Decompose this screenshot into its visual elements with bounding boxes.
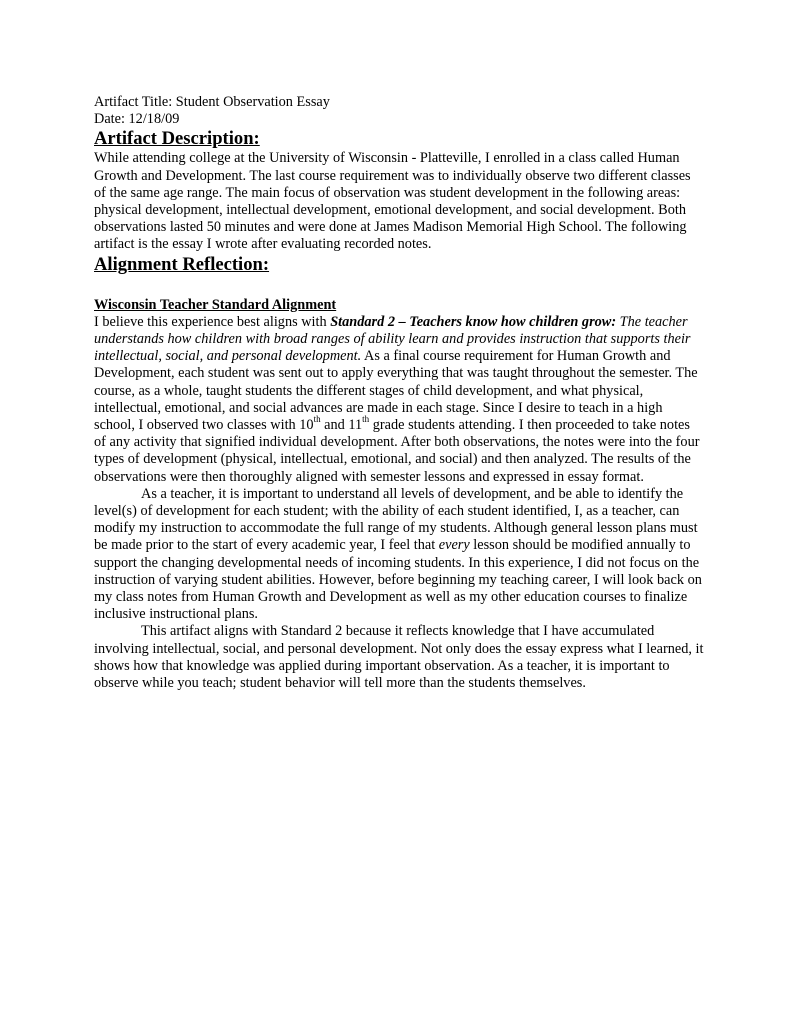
document-page bbox=[94, 94, 704, 692]
alignment-reflection-heading: Alignment Reflection: bbox=[94, 253, 270, 275]
artifact-title: Artifact Title: Student Observation Essay bbox=[94, 94, 330, 110]
paragraph-lead-text: I believe this experience best aligns with bbox=[94, 313, 331, 330]
paragraph-body-text: lesson should be modified annually to support the changing developmental needs of incoming students. In this experience, I did not focus on the instruction of varying student abilities. However, before beginning my teaching career, I will look back on my class notes from Human Growth and Development as well as my other education courses to finalize inclusive instructional plans. bbox=[94, 537, 702, 623]
artifact-description-heading: Artifact Description: bbox=[94, 128, 260, 150]
ordinal-suffix: th bbox=[313, 414, 321, 425]
emphasized-word: every bbox=[438, 537, 470, 554]
standard-name: Standard 2 – Teachers know how children grow: bbox=[330, 313, 617, 330]
paragraph-body-text: As a teacher, it is important to understand all levels of development, and be able to identify the level(s) of development for each student; with the ability of each student identified, I, as a teacher, can modify my instruction to accommodate the full range of my students. Although general lesson plans must be made prior to the start of every academic year, I feel that bbox=[94, 485, 698, 554]
alignment-paragraph-2 bbox=[94, 486, 704, 624]
artifact-date: Date: 12/18/09 bbox=[94, 111, 180, 128]
ordinal-suffix: th bbox=[362, 414, 370, 425]
artifact-description-paragraph: While attending college at the University of Wisconsin - Platteville, I enrolled in a class called Human Growth and Development. The last course requirement was to individually observe two different classes of the same age range. The main focus of observation was student development in the following areas: physical development, intellectual development, emotional development, and social development. Both observations lasted 50 minutes and were done at James Madison Memorial High School. The following artifact is the essay I wrote after evaluating recorded notes. bbox=[94, 150, 691, 253]
paragraph-body-text: As a final course requirement for Human Growth and Development, each student was sent out to apply everything that was taught throughout the semester. The course, as a whole, taught students the different stages of child development, and what physical, intellectual, emotional, and social advances are made in each stage. Since I desire to teach in a high school, I observed two classes with 10 bbox=[94, 348, 698, 434]
alignment-paragraph-3: This artifact aligns with Standard 2 because it reflects knowledge that I have accumulated involving intellectual, social, and personal development. Not only does the essay express what I learned, it shows how that knowledge was applied during important observation. As a teacher, it is important to observe while you teach; student behavior will tell more than the students themselves. bbox=[94, 623, 704, 692]
alignment-paragraph-1 bbox=[94, 314, 704, 486]
standard-alignment-subheading: Wisconsin Teacher Standard Alignment bbox=[94, 296, 337, 313]
paragraph-body-text: and 11 bbox=[320, 417, 363, 434]
paragraph-body-text: grade students attending. I then proceeded to take notes of any activity that signified individual development. After both observations, the notes were into the four types of development (physical, intellectual, emotional, and social) and then analyzed. The results of the observations were then thoroughly aligned with semester lessons and expressed in essay format. bbox=[94, 417, 700, 485]
standard-description: The teacher understands how children with broad ranges of ability learn and provides instruction that supports their intellectual, social, and personal development. bbox=[94, 313, 691, 365]
